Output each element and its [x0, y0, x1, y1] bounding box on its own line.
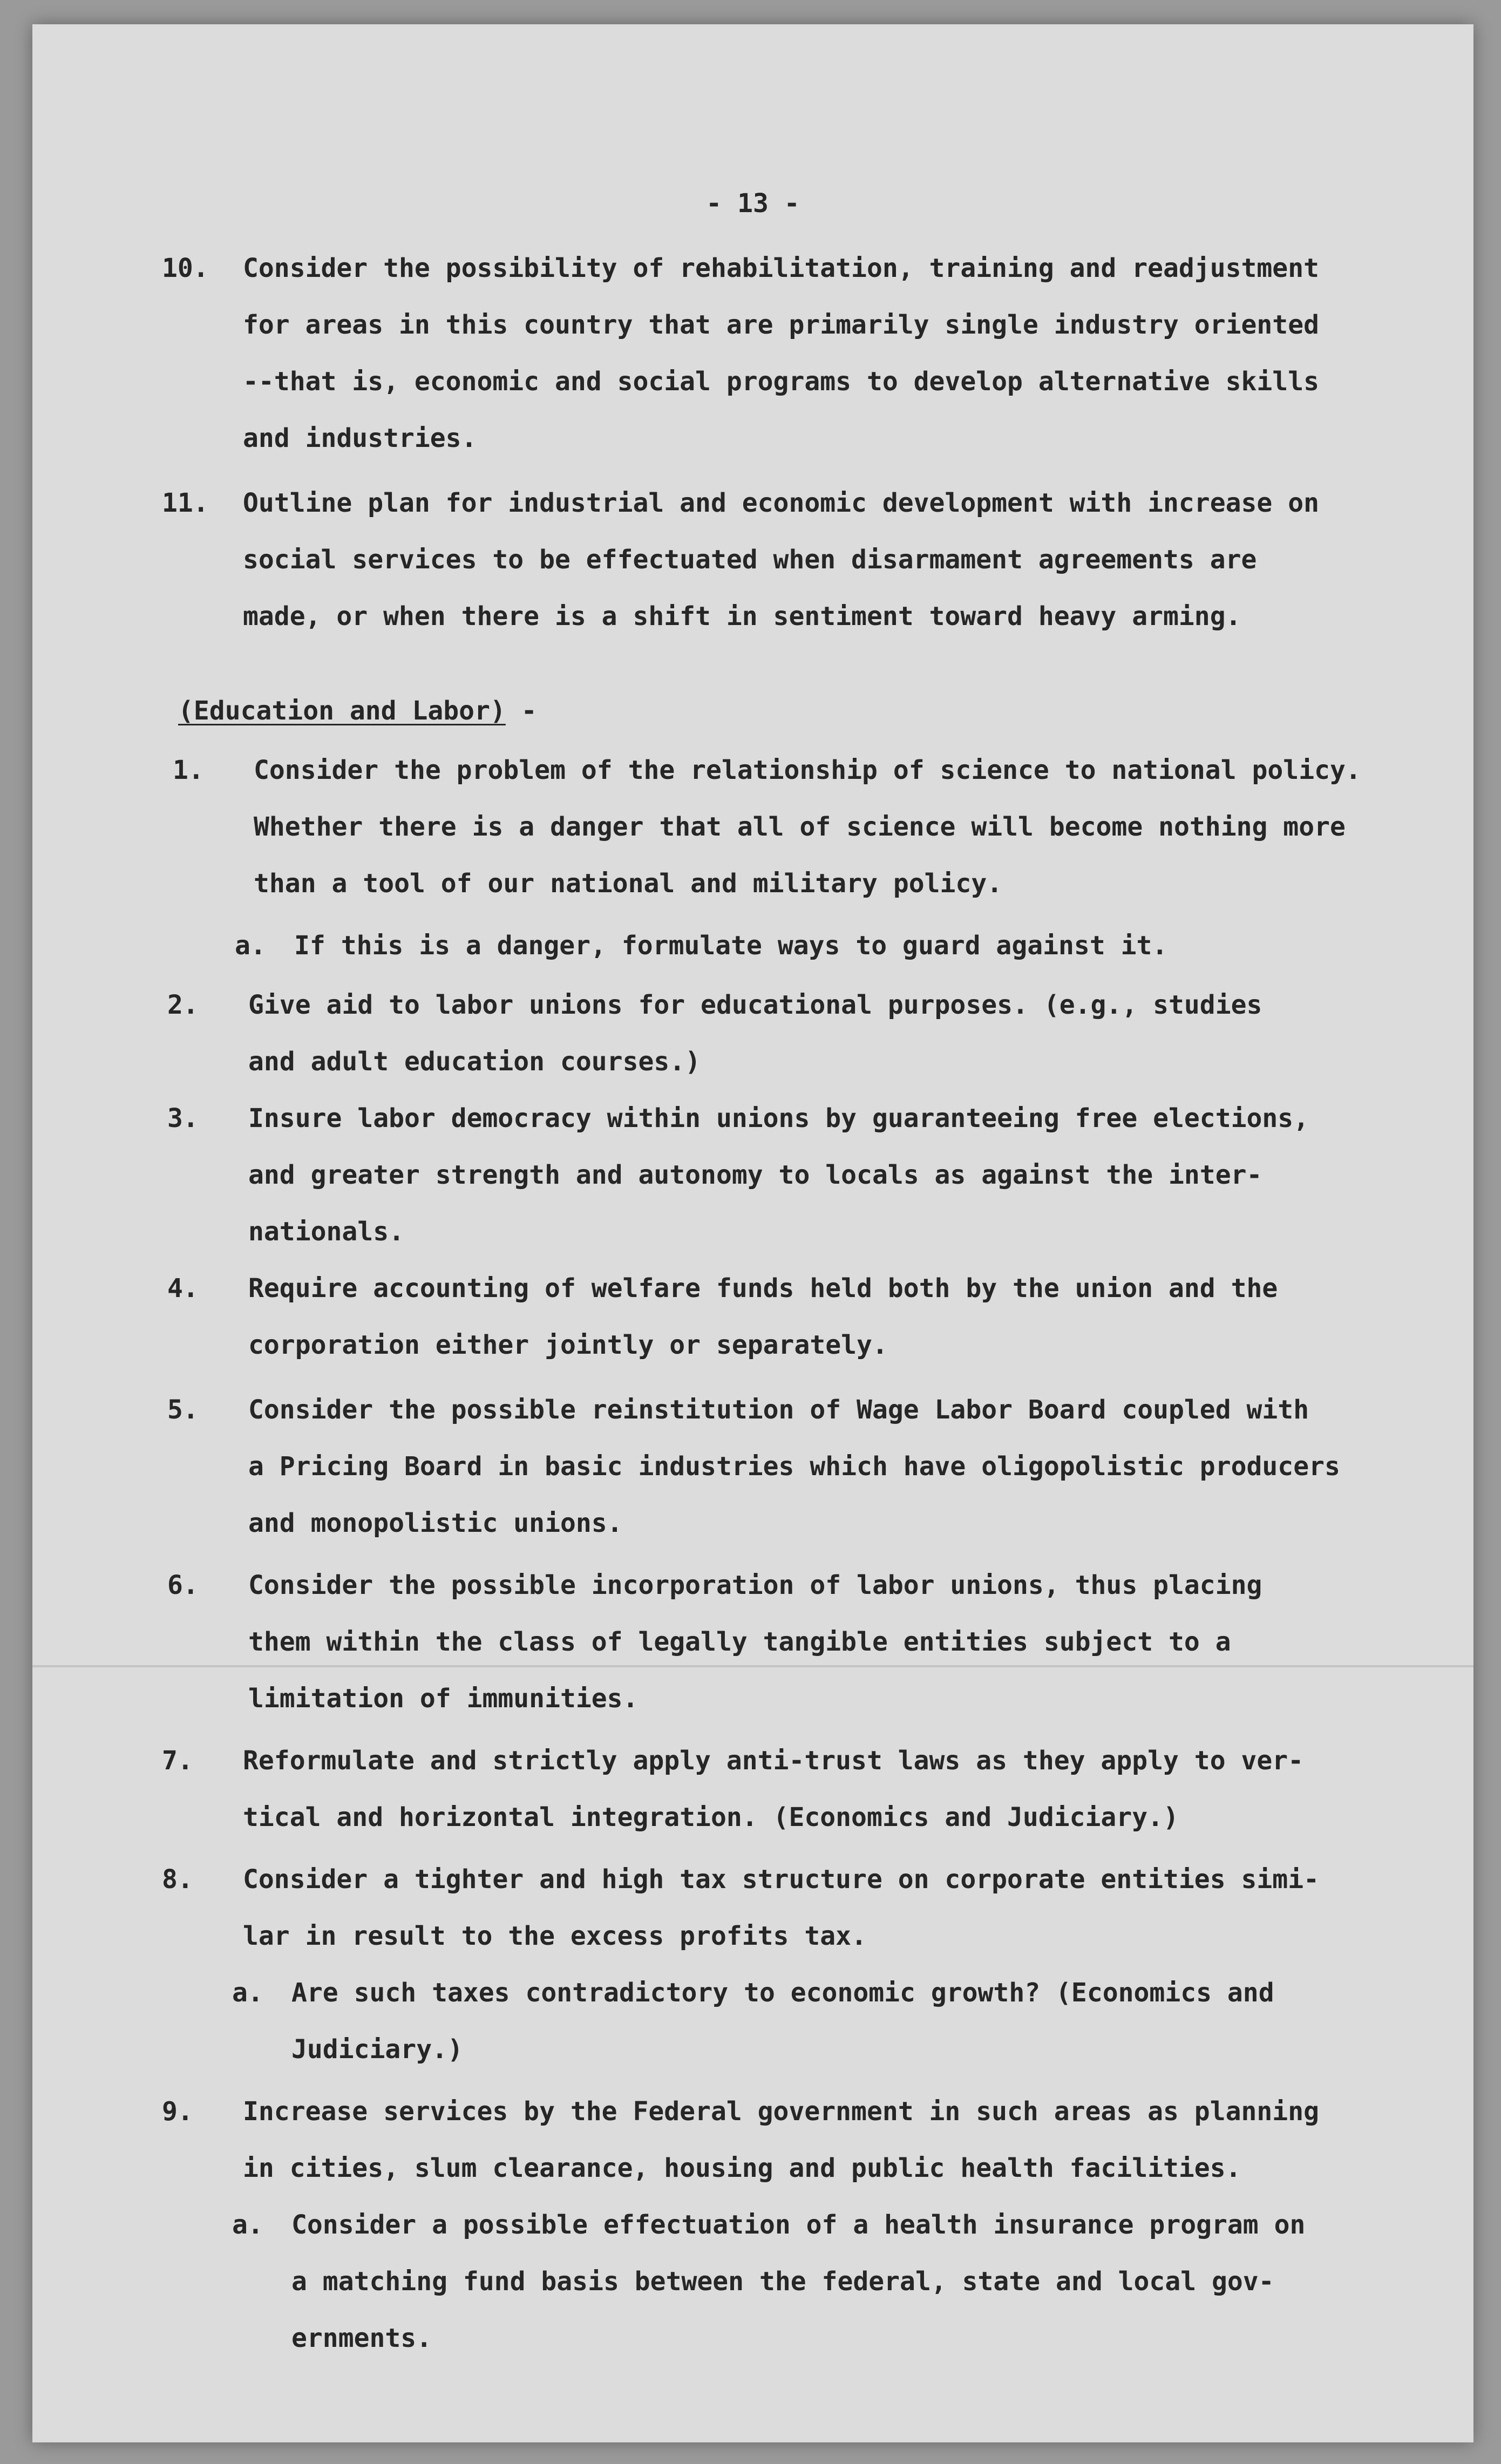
section-heading	[178, 683, 537, 739]
item-number: 9.	[162, 2096, 193, 2127]
list-item-7	[162, 1733, 1446, 1846]
item-number: 5.	[167, 1395, 199, 1425]
list-item-6	[167, 1557, 1452, 1727]
item-text: Consider the possibility of rehabilitation, training and readjustment for areas in this country that are primarily single industry oriented --that is, economic and social programs to develop alternative skills and industries.	[243, 253, 1319, 453]
item-text: Consider the possible incorporation of labor unions, thus placing them within the class of legally tangible entities subject to a limitation of immunities.	[248, 1570, 1262, 1714]
item-text: Give aid to labor unions for educational purposes. (e.g., studies and adult education courses.)	[248, 990, 1262, 1077]
list-item-4	[167, 1260, 1452, 1374]
list-item-9	[162, 2083, 1446, 2197]
item-number: 6.	[167, 1570, 199, 1600]
list-item-3	[167, 1090, 1452, 1260]
item-text: Reformulate and strictly apply anti-trust laws as they apply to ver- tical and horizontal integration. (Economics and Judiciary.)	[243, 1746, 1304, 1832]
sub-item-9a	[232, 2197, 1420, 2367]
item-text: Consider the possible reinstitution of Wage Labor Board coupled with a Pricing Board in basic industries which have oligopolistic producers and monopolistic unions.	[248, 1395, 1340, 1538]
item-text: Require accounting of welfare funds held both by the union and the corporation either jointly or separately.	[248, 1273, 1278, 1360]
item-number: 2.	[167, 990, 199, 1020]
sub-item-text: Consider a possible effectuation of a health insurance program on a matching fund basis between the federal, state and local gov- ernments.	[291, 2210, 1306, 2353]
item-number: 8.	[162, 1864, 193, 1895]
item-text: Outline plan for industrial and economic development with increase on social services to be effectuated when disarmament agreements are made, or when there is a shift in sentiment toward heavy arming.	[243, 488, 1319, 632]
item-number: 3.	[167, 1103, 199, 1133]
sub-item-text: Are such taxes contradictory to economic growth? (Economics and Judiciary.)	[291, 1978, 1274, 2065]
item-text: Increase services by the Federal government in such areas as planning in cities, slum clearance, housing and public health facilities.	[243, 2096, 1319, 2183]
list-item-10	[162, 240, 1446, 467]
list-item-2	[167, 977, 1452, 1090]
item-number: 1.	[173, 755, 204, 785]
page-number: - 13 -	[706, 188, 800, 219]
item-text: Consider a tighter and high tax structure on corporate entities simi- lar in result to the excess profits tax.	[243, 1864, 1319, 1951]
sub-item-8a	[232, 1965, 1420, 2078]
document-page	[32, 24, 1473, 2442]
list-item-5	[167, 1382, 1452, 1552]
item-number: 4.	[167, 1273, 199, 1304]
sub-item-letter: a.	[232, 2210, 263, 2240]
sub-item-letter: a.	[232, 1978, 263, 2008]
item-number: 7.	[162, 1746, 193, 1776]
list-item-1	[173, 742, 1457, 912]
item-text: Insure labor democracy within unions by guaranteeing free elections, and greater strength and autonomy to locals as against the inter- nationals.	[248, 1103, 1309, 1247]
list-item-11	[162, 475, 1446, 645]
sub-item-1a	[235, 918, 1422, 974]
sub-item-letter: a.	[235, 931, 266, 961]
item-number: 10.	[162, 253, 209, 283]
item-text: Consider the problem of the relationship of science to national policy. Whether there is a danger that all of science will become nothing more than a tool of our national and military policy.	[254, 755, 1361, 899]
sub-item-text: If this is a danger, formulate ways to guard against it.	[294, 931, 1168, 961]
item-number: 11.	[162, 488, 209, 518]
section-heading-title: (Education and Labor)	[178, 696, 506, 726]
section-heading-dash: -	[505, 696, 537, 726]
list-item-8	[162, 1851, 1446, 1965]
